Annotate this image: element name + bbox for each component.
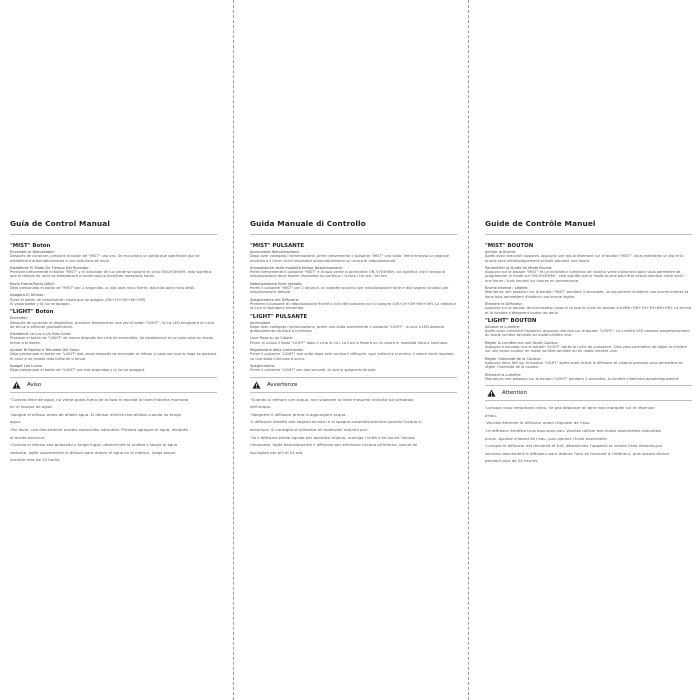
warning-line: ·Apague el difusor antes de añadir agua. El difusor emitirá tres pitidos cuando no tenga	[10, 411, 181, 417]
warning-title: Avvertenze	[267, 381, 298, 388]
mist-section-heading: "MIST" BOUTON	[485, 243, 534, 249]
page-title: Guía de Control Manual	[10, 219, 111, 228]
warning-title: Attention	[502, 390, 527, 397]
mist-item: Rocío Fuerte/Rocío Débil: Deje presionado el botón de "MIST" por 2 segundos, un bip para rocío fuerte, dos bips para rocío débil.	[10, 281, 196, 291]
warning-line: ·Se il diffusore perde liquido per qualsiasi motivo, scollega l'unità e fai uscire l'acqua	[250, 434, 415, 440]
warning-line: ·Cuando el difusor sea golpeado y tenga fugas, desenchufe la unidad y saque el agua	[10, 442, 178, 448]
warning-line: d'eau.	[485, 412, 498, 418]
light-item: Regolazione della Luminosità: Premi il pulsante "LIGHT" due volte dopo aver acceso il diffusore, ogni volta che si preme, il colore verrà regolato su uno stato luminoso o scuro.	[250, 348, 454, 361]
warning-list	[10, 396, 217, 464]
title-rule	[485, 234, 692, 235]
light-item: Spegnimento: Premi il pulsante "LIGHT" per due secondi, la luce si spegnerà da sola.	[250, 363, 377, 373]
warning-line: ·Veuillez éteindre le diffuseur avant d'ajouter de l'eau.	[485, 420, 591, 426]
light-section-heading: "LIGHT" BOUTON	[485, 317, 537, 324]
warning-line: pures. Ajoutez d'abord de l'eau, puis ajoutez l'huile essentielle.	[485, 435, 608, 441]
warning-line: ·Quando si riempie con acqua, non superare la linea massima indicata sul serbatoio	[250, 396, 414, 402]
mist-item: Encender el Nebulizador: Después de conectar, presione el botón de "MIST" una vez. Se escuchará un pitido que significará que se establecerá automáticamente a una sola hora de rocío.	[10, 250, 200, 263]
light-item: Establecer La Luz a Un Solo Color: Presione el botón de "LIGHT" de nuevo después del ciclo de encendido. Se establecerá en un solo color en modo tenue a brillante.	[10, 332, 213, 345]
warning-title: Aviso	[27, 381, 42, 388]
warning-line: el aceite esencial.	[10, 434, 46, 440]
light-section-heading: "LIGHT" PULSANTE	[250, 313, 308, 320]
warning-line: secouez doucement le diffuseur pour drainer l'eau se trouvant à l'intérieur, puis laissez sécher	[485, 450, 670, 456]
light-item: Encender: Después de conectar el dispositivo, presione brevemente una vez el botón "LIGHT", la luz LED empezará un ciclo de tenue a brillante gradualmente.	[10, 316, 214, 329]
warning-triangle-icon	[487, 389, 496, 397]
warning-line: ·Il diffusore emette due segnali acustici e si spegne automaticamente quando l'acqua si	[250, 419, 422, 425]
mist-item: Brume Intense / Légère: Maintenez une pression sur le bouton "MIST" pendant 2 secondes, un bip permet d'obtenir une brume intense et deux bips permettent d'obtenir une brume légère.	[485, 286, 689, 299]
light-item: Luce Fissa su un Colore: Premi di nuovo il tasto "LIGHT" dopo il ciclo di luci. La luce si fisserà su un colore in modalità fioca o luminosa.	[250, 336, 449, 345]
mist-section-heading: "MIST" PULSANTE	[250, 243, 305, 249]
mist-item: Impostazione della modalità tempo Nebulizzazione: Premi brevemente il pulsante "MIST" e la spia verde si accenderà ON /1H/3H/6H, ciò significa che il tempo di nebulizzazione deve essere impostato su continuo / un'ora / tre ore / sei ore.	[250, 265, 446, 279]
light-item: Régler la Lumière sur une Seule Couleur: Appuyez à nouveau sur le bouton "LIGHT" après le cycle de puissance. Cela vous permettra de régler la lumière sur une seule couleur en mode lumière tamisée ou en mode lumière vive.	[485, 340, 687, 354]
mist-item: Activer la Brume: Après avoir branché l'appareil, appuyez une fois brièvement sur le bouton "MIST". Vous entendrez un bip et la brume sera automatiquement activée pendant une heure.	[485, 250, 684, 263]
warning-line: en el tanque de agua.	[10, 404, 53, 410]
mist-item: Apagará El Difusor: Pulse el botón de nebulización hasta que se apague (ON+1H+3H+6H+Off). El vaporizador y la luz se apagan.	[10, 293, 147, 306]
light-section-heading: "LIGHT" Botón	[10, 309, 54, 316]
fold-divider-right	[468, 0, 469, 700]
warning-line: rimanente. Agita delicatamente il diffusore per eliminare l'acqua all'interno, quindi fai	[250, 442, 418, 448]
mist-item: Establecer El Modo De Tiempo Del Rociador: Presione brevemente el botón "MIST" y el indicador de luz verde se pondrá en ciclo ON/1H/3H/6H, esto significa que el tiempo de rocío se establecerá a continua/una hora/tres horas/seis horas.	[10, 265, 212, 279]
light-item: Allumer la Lumière: Après avoir connecté l'appareil, appuyez une fois sur le bouton "LIGHT". La lumière LED passera progressivement du mode lumière tamisée au mode lumière vive.	[485, 324, 690, 338]
warning-line: dell'acqua.	[250, 404, 272, 410]
warning-triangle-icon	[12, 381, 21, 389]
warning-line: durante más de 24 horas.	[10, 457, 61, 463]
light-item: Accensione Dopo aver collegato l'alimentazione, premi una volta brevemente il pulsante "LIGHT", la luce a LED passerà gradualmente da fioca a luminosa.	[250, 320, 445, 334]
warning-header	[10, 377, 217, 393]
warning-line: pendant plus de 24 heures.	[485, 458, 539, 464]
fold-divider-left	[233, 0, 234, 700]
light-item: Régler l'Intensité de la Couleur: Appuyez deux fois sur le bouton "LIGHT" après avoir activé le diffuseur et chaque pression vous permettra de régler l'intensité de la couleur.	[485, 356, 683, 370]
warning-line: ·Le diffuseur émettra trois bips sans eau. Veuillez utiliser des huiles essentielles naturelles	[485, 427, 662, 433]
column-italian	[250, 215, 457, 456]
mist-item: Accensione Nebulizzazione: Dopo aver collegato l'alimentazione, premi brevemente il pulsante "MIST" una volta. Verrà emesso un segnale acustico e il timer verrà impostato automaticamente su un'ora di nebulizzazione.	[250, 250, 449, 263]
mist-item: Éteindre le Diffuseur: Appuyez sur le bouton de brumisation jusqu'à ce que le cycle du bouton s'arrête (ON+1H+3H+6H+Off). La brume et la lumière s'éteignent toutes les deux.	[485, 301, 692, 315]
warning-list	[250, 396, 457, 457]
warning-line: esaurisce. Si consiglia di utilizzare oli essenziali naturali puri.	[250, 426, 369, 432]
mist-section-heading: "MIST" Botón	[10, 243, 51, 249]
mist-item: Spegnimento del Diffusore: Premere il pulsante di nebulizzazione finché il ciclo del pulsante non si spegne (ON+1H+3H+6H+Off). La nebbia e la luce si spengono entrambe.	[250, 297, 457, 311]
warning-line: ·Lorsque le diffuseur est renversé et fuit, débranchez l'appareil et versez l'eau restante,pur	[485, 443, 663, 449]
page-title: Guide de Contrôle Manuel	[485, 219, 596, 228]
column-spanish	[10, 215, 217, 464]
warning-line: ·Lorsque vous remplissez d'eau, ne pas dépasser la ligne max marquée sur le réservoir	[485, 405, 655, 411]
warning-line: ·Por favor, use únicamente aceites esenciales naturales. Primero agregue el agua, después	[10, 426, 188, 432]
light-item: Éteindre la Lumière: Maintenez une pression sur le bouton "LIGHT" pendant 2 secondes, la lumière s'éteindra automatiquement.	[485, 372, 680, 381]
column-french	[485, 215, 692, 465]
mist-item: Nebulizzazione forte /debole: Premi il pulsante "MIST" per 2 secondi, un segnale acustico per nebulizzazione forte e due segnali acustici per nebulizzazione debole.	[250, 281, 449, 295]
mist-item: Paramétrer la Durée du Mode Brume: Appuyez sur le bouton "MIST" et un indicateur lumineux de couleur verte s'allumera pour vous permettre de programmer le mode sur ON/1H/3H/6H ; cela signifie que le mode brume peut être activé pendant notre actif / une heure / trois heures/ six heures en permanence.	[485, 265, 685, 283]
light-item: Apagar Las Luces: Deje presionado el botón de "LIGHT" por dos segundos y la luz se apagará.	[10, 363, 146, 373]
light-item: Ajustar Brillantez o Tenuidad Del Color: Deje presionado el botón de "LIGHT" dos veces después de encender el difusor y cada vez que lo haga se ajustará el color a un estado más brillante o tenue.	[10, 348, 217, 361]
warning-line: agua.	[10, 419, 21, 425]
warning-line: asciugare per più di 24 ore.	[250, 449, 304, 455]
title-rule	[250, 234, 457, 235]
warning-triangle-icon	[252, 381, 261, 389]
title-rule	[10, 234, 217, 235]
warning-line: restante, agite suavemente el difusor para drenar el agua en el interior, luego seque	[10, 449, 176, 455]
warning-list	[485, 404, 692, 465]
warning-header	[485, 385, 692, 401]
warning-header	[250, 377, 457, 393]
warning-line: ·Cuando llene de agua, no vierta gotas fuera de la taza ni exceda la línea máxima marcada	[10, 396, 189, 402]
page-title: Guida Manuale di Controllo	[250, 219, 366, 228]
warning-line: ·Spegnere il diffusore prima di aggiungere acqua.	[250, 411, 347, 417]
